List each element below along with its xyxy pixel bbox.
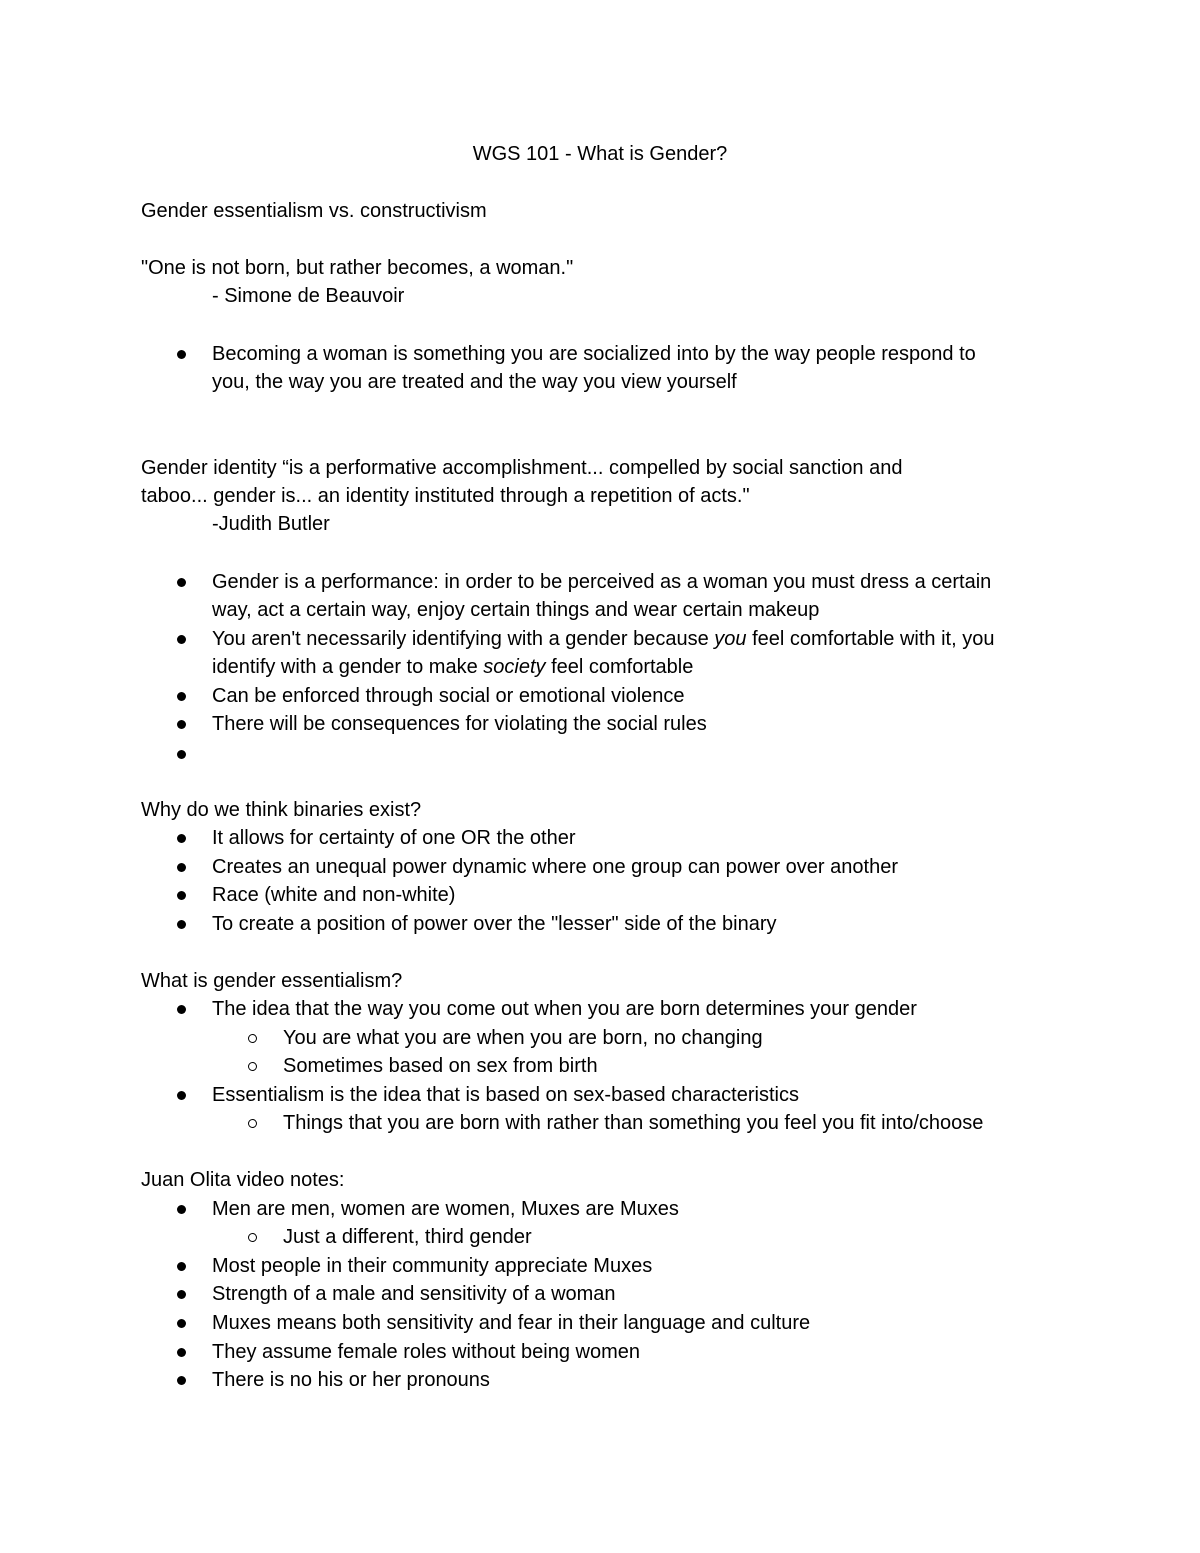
sub-list-item-text: Sometimes based on sex from birth (283, 1055, 598, 1077)
list-item-text: way, act a certain way, enjoy certain things and wear certain makeup (212, 599, 820, 621)
list-item-text: Essentialism is the idea that is based on sex-based characteristics (212, 1084, 799, 1106)
quote-text: "One is not born, but rather becomes, a woman." (141, 257, 574, 279)
emphasis: society (483, 656, 546, 678)
list-item-text: You aren't necessarily identifying with a gender because you feel comfortable with it, you (212, 628, 995, 650)
list-item-text: Race (white and non-white) (212, 884, 456, 906)
sub-bullet-icon (248, 1233, 257, 1242)
quote-attribution: -Judith Butler (212, 513, 330, 535)
sub-list-item-text: Just a different, third gender (283, 1226, 532, 1248)
bullet-icon (177, 1376, 186, 1385)
sub-bullet-icon (248, 1119, 257, 1128)
section-heading: What is gender essentialism? (141, 970, 403, 992)
list-item-text: The idea that the way you come out when you are born determines your gender (212, 998, 917, 1020)
bullet-icon (177, 1205, 186, 1214)
bullet-icon (177, 1348, 186, 1357)
section-heading: Gender essentialism vs. constructivism (141, 200, 487, 222)
bullet-icon (177, 578, 186, 587)
bullet-icon (177, 692, 186, 701)
bullet-icon (177, 891, 186, 900)
sub-bullet-icon (248, 1034, 257, 1043)
bullet-icon (177, 1290, 186, 1299)
bullet-icon (177, 720, 186, 729)
bullet-icon (177, 834, 186, 843)
list-item-text: It allows for certainty of one OR the other (212, 827, 576, 849)
quote-text: Gender identity “is a performative accomplishment... compelled by social sanction and (141, 457, 903, 479)
list-item-text: Men are men, women are women, Muxes are Muxes (212, 1198, 679, 1220)
list-item-text: Creates an unequal power dynamic where one group can power over another (212, 856, 898, 878)
list-item-text: There will be consequences for violating the social rules (212, 713, 707, 735)
list-item-text: To create a position of power over the "lesser" side of the binary (212, 913, 777, 935)
section-heading: Juan Olita video notes: (141, 1169, 345, 1191)
emphasis: you (714, 628, 747, 650)
list-item-text: Can be enforced through social or emotional violence (212, 685, 685, 707)
list-item-text: Gender is a performance: in order to be perceived as a woman you must dress a certain (212, 571, 992, 593)
sub-bullet-icon (248, 1062, 257, 1071)
bullet-icon (177, 920, 186, 929)
bullet-icon (177, 350, 186, 359)
sub-list-item-text: Things that you are born with rather than something you feel you fit into/choose (283, 1112, 984, 1134)
bullet-icon (177, 1319, 186, 1328)
list-item-text: identify with a gender to make society feel comfortable (212, 656, 694, 678)
bullet-icon (177, 863, 186, 872)
list-item-text: There is no his or her pronouns (212, 1369, 490, 1391)
list-item-text: Muxes means both sensitivity and fear in their language and culture (212, 1312, 811, 1334)
quote-text: taboo... gender is... an identity instituted through a repetition of acts." (141, 485, 750, 507)
bullet-icon (177, 1005, 186, 1014)
bullet-icon (177, 635, 186, 644)
bullet-icon (177, 1091, 186, 1100)
sub-list-item-text: You are what you are when you are born, no changing (283, 1027, 763, 1049)
list-item-text: you, the way you are treated and the way you view yourself (212, 371, 737, 393)
bullet-icon (177, 1262, 186, 1271)
quote-attribution: - Simone de Beauvoir (212, 285, 405, 307)
section-heading: Why do we think binaries exist? (141, 799, 422, 821)
list-item-text: They assume female roles without being women (212, 1341, 640, 1363)
bullet-icon (177, 750, 186, 759)
list-item-text: Becoming a woman is something you are socialized into by the way people respond to (212, 343, 976, 365)
list-item-text: Most people in their community appreciate Muxes (212, 1255, 653, 1277)
document-title: WGS 101 - What is Gender? (472, 143, 728, 165)
list-item-text: Strength of a male and sensitivity of a woman (212, 1283, 616, 1305)
